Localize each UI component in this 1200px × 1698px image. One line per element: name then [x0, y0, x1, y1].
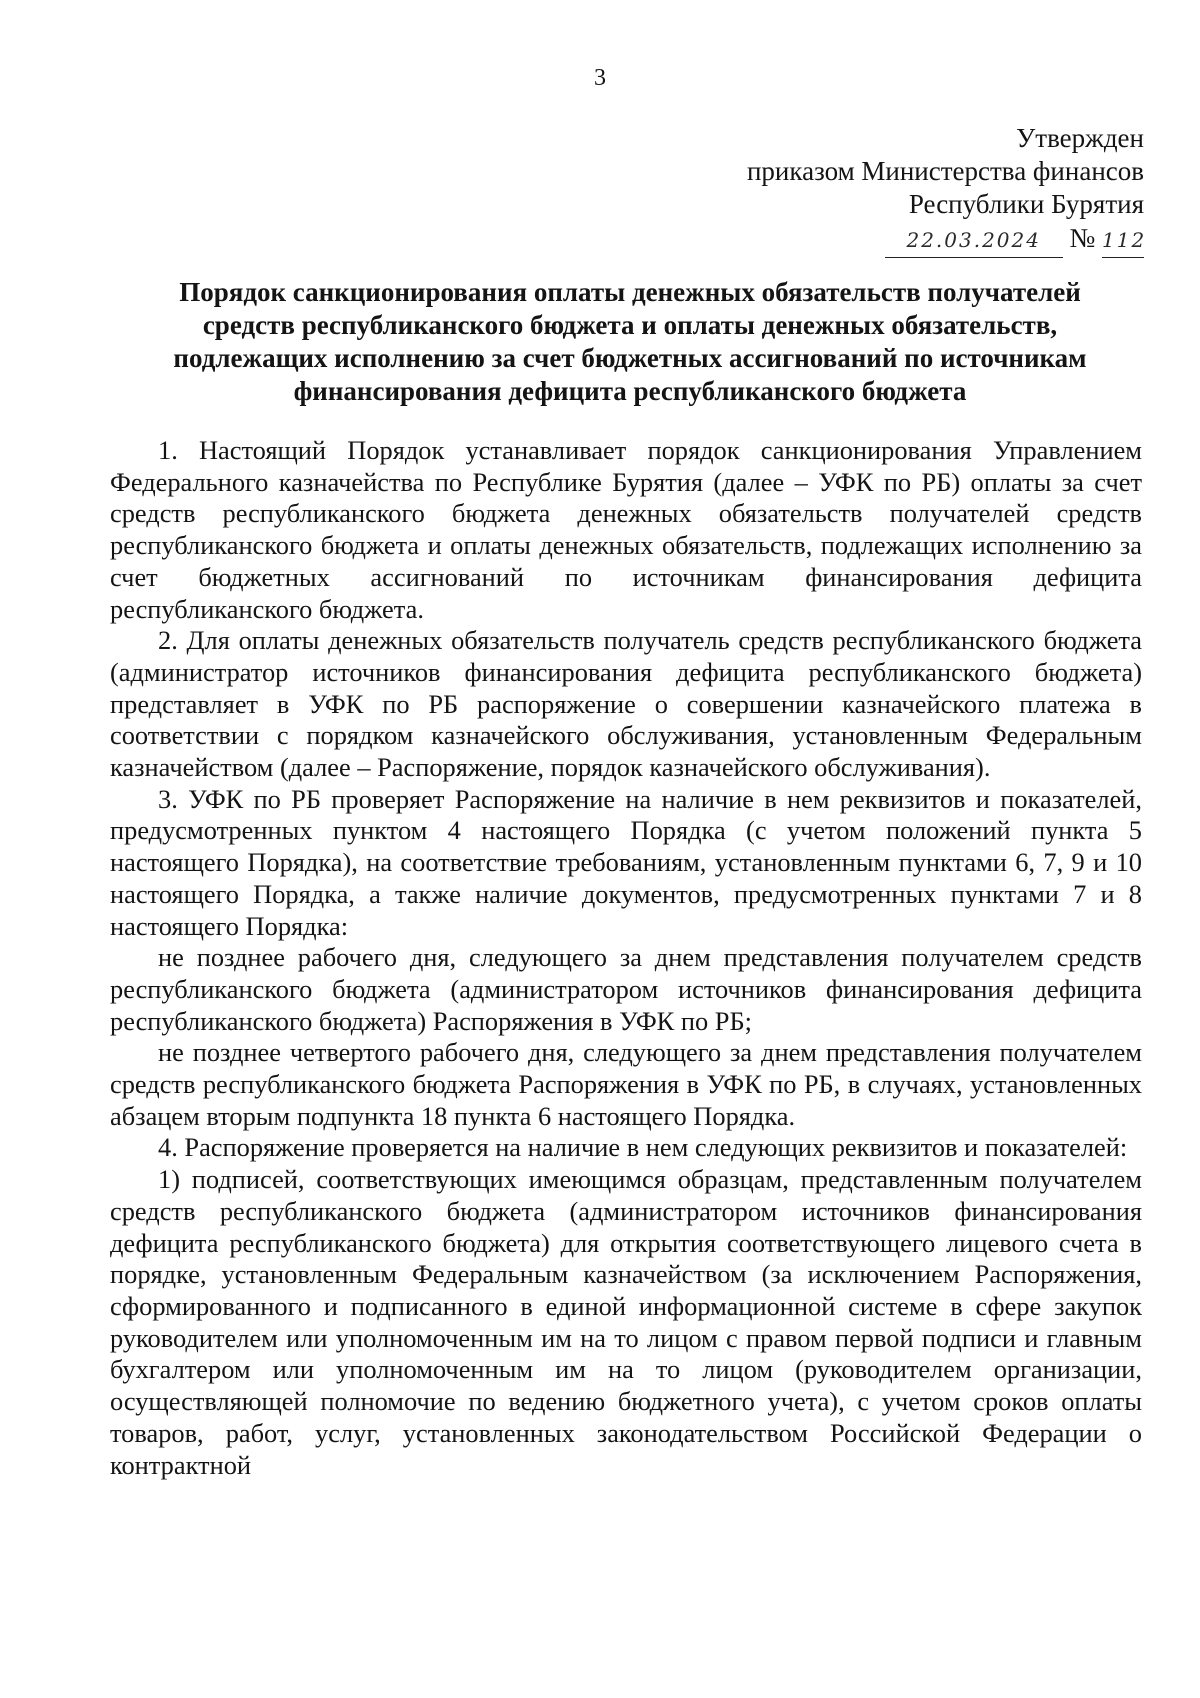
paragraph-3-deadline-2: не позднее четвертого рабочего дня, следующего за днем представления получателем средств республиканского бюджета Распоряжения в УФК по РБ, в случаях, установленных абзацем вторым подпункта 18 пункта 6 настоящего Порядка.	[110, 1037, 1142, 1131]
title-line-4: финансирования дефицита республиканского бюджета	[293, 376, 967, 406]
approval-number-handwritten: 112	[1102, 223, 1144, 258]
title-line-2: средств республиканского бюджета и оплаты денежных обязательств,	[202, 310, 1058, 340]
paragraph-4: 4. Распоряжение проверяется на наличие в нем следующих реквизитов и показателей:	[158, 1132, 1128, 1163]
approval-line-republic: Республики Бурятия	[908, 189, 1144, 219]
approval-line-approved: Утвержден	[1016, 123, 1144, 153]
approval-stamp-block	[644, 122, 1147, 258]
approval-date-number-row	[885, 221, 1147, 258]
title-line-3: подлежащих исполнению за счет бюджетных ассигнований по источникам	[173, 343, 1087, 373]
page-number: 3	[594, 65, 606, 91]
paragraph-1: 1. Настоящий Порядок устанавливает порядок санкционирования Управлением Федерального казначейства по Республике Бурятия (далее – УФК по РБ) оплаты за счет средств республиканского бюджета денежных обязательств получателей средств республиканского бюджета и оплаты денежных обязательств, подлежащих исполнению за счет бюджетных ассигнований по источникам финансирования дефицита республиканского бюджета.	[110, 435, 1142, 624]
paragraph-4-item-1: 1) подписей, соответствующих имеющимся образцам, представленным получателем средств республиканского бюджета (администратором источников финансирования дефицита республиканского бюджета) для открытия соответствующего лицевого счета в порядке, установленным Федеральным казначейством (за исключением Распоряжения, сформированного и подписанного в единой информационной системе в сфере закупок руководителем или уполномоченным им на то лицом с правом первой подписи и главным бухгалтером или уполномоченным им на то лицом (руководителем организации, осуществляющей полномочие по ведению бюджетного учета), с учетом сроков оплаты товаров, работ, услуг, установленных законодательством Российской Федерации о контрактной	[110, 1164, 1142, 1480]
document-body	[110, 435, 1142, 1481]
paragraph-2: 2. Для оплаты денежных обязательств получатель средств республиканского бюджета (администратор источников финансирования дефицита республиканского бюджета) представляет в УФК по РБ распоряжение о совершении казначейского платежа в соответствии с порядком казначейского обслуживания, установленным Федеральным казначейством (далее – Распоряжение, порядок казначейского обслуживания).	[110, 625, 1142, 783]
paragraph-3-deadline-1: не позднее рабочего дня, следующего за днем представления получателем средств республиканского бюджета (администратором источников финансирования дефицита республиканского бюджета) Распоряжения в УФК по РБ;	[110, 942, 1142, 1036]
paragraph-3: 3. УФК по РБ проверяет Распоряжение на наличие в нем реквизитов и показателей, предусмотренных пунктом 4 настоящего Порядка (с учетом положений пункта 5 настоящего Порядка), на соответствие требованиям, установленным пунктами 6, 7, 9 и 10 настоящего Порядка, а также наличие документов, предусмотренных пунктами 7 и 8 настоящего Порядка:	[110, 783, 1142, 941]
approval-number-sign: №	[1069, 223, 1096, 253]
approval-date-handwritten: 22.03.2024	[885, 223, 1063, 258]
title-line-1: Порядок санкционирования оплаты денежных обязательств получателей	[179, 277, 1081, 307]
document-title	[120, 276, 1140, 408]
approval-line-order: приказом Министерства финансов	[746, 156, 1144, 186]
